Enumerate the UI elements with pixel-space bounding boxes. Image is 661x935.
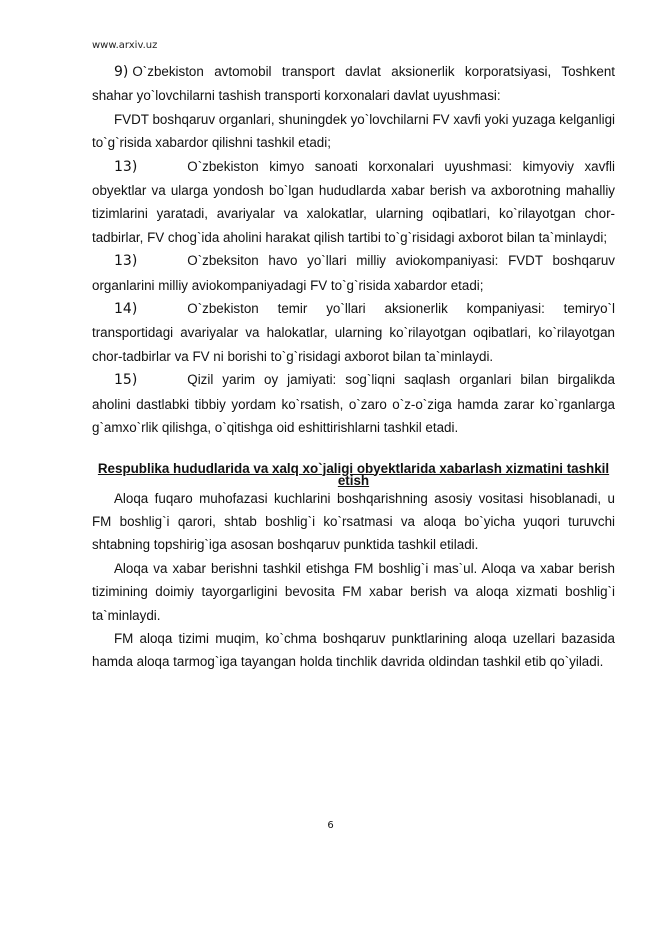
item-number: 14) xyxy=(114,301,138,318)
item-text: FVDT boshqaruv organlari, shuningdek yo`lovchilarni FV xavfi yoki yuzaga kelganligi to`g`risida xabardor qilishni tashkil etadi; xyxy=(92,111,615,151)
list-item-13b xyxy=(92,249,615,297)
section-heading: Respublika hududlarida va xalq xo`jaligi obyektlarida xabarlash xizmatini tashkil etish xyxy=(97,460,610,488)
item-text: O`zbekiston avtomobil transport davlat aksionerlik korporatsiyasi, Toshkent shahar yo`lovchilarni tashish transporti korxonalari davlat uyushmasi: xyxy=(92,64,615,104)
item-number: 15) xyxy=(114,372,138,389)
document-body xyxy=(92,60,615,674)
paragraph: FM aloqa tizimi muqim, ko`chma boshqaruv punktlarining aloqa uzellari bazasida hamda aloqa tarmog`iga tayangan holda tinchlik davrida oldindan tashkil etib qo`yiladi. xyxy=(92,630,615,670)
list-item-9 xyxy=(92,60,615,108)
site-watermark: www.arxiv.uz xyxy=(92,40,158,51)
list-item-13a xyxy=(92,155,615,250)
page-number: 6 xyxy=(327,820,334,831)
item-text: O`zbekiston temir yo`llari aksionerlik kompaniyasi: temiryo`l transportidagi avariyalar va halokatlar, ularning ko`rilayotgan oqibatlari, ko`rilayotgan chor-tadbirlar va FV ni borishi to`g`risidagi axborot bilan ta`minlaydi. xyxy=(92,301,615,364)
item-number: 13) xyxy=(114,158,138,175)
paragraph: Aloqa va xabar berishni tashkil etishga FM boshlig`i mas`ul. Aloqa va xabar berish tizimining doimiy tayorgarligini bevosita FM xabar berish va aloqa xizmati boshlig`i ta`minlaydi. xyxy=(92,560,615,623)
item-number: 9) xyxy=(114,64,129,80)
item-number: 13) xyxy=(114,253,138,270)
item-text: O`zbekiston kimyo sanoati korxonalari uyushmasi: kimyoviy xavfli obyektlar va ularga yondosh bo`lgan hududlarda xabar berish va axborotning mahalliy tizimlarini yaratadi, avariyalar va xalokatlar, ularning oqibatlari, ko`rilayotgan chor-tadbirlar, FV chog`ida aholini harakat qilish tartibi to`g`risidagi axborot bilan ta`minlaydi; xyxy=(92,158,615,245)
item-text: Qizil yarim oy jamiyati: sog`liqni saqlash organlari bilan birgalikda aholini dastlabki tibbiy yordam ko`rsatish, o`zaro o`z-o`ziga hamda zarar ko`rganlarga g`amxo`rlik qilishga, o`qitishga oid eshittirishlarni tashkil etadi. xyxy=(92,372,615,436)
paragraph: Aloqa fuqaro muhofazasi kuchlarini boshqarishning asosiy vositasi hisoblanadi, u FM boshlig`i qarori, shtab boshlig`i ko`rsatmasi va aloqa bo`yicha yuqori turuvchi shtabning topshirig`iga asosan boshqaruv punktida tashkil etiladi. xyxy=(92,490,615,553)
list-item-14 xyxy=(92,297,615,368)
list-item-fvdt xyxy=(92,108,615,155)
item-text: O`zbeksiton havo yo`llari milliy aviokompaniyasi: FVDT boshqaruv organlarini milliy aviokompaniyadagi FV to`g`risida xabardor etadi; xyxy=(92,253,615,293)
list-item-15 xyxy=(92,368,615,439)
